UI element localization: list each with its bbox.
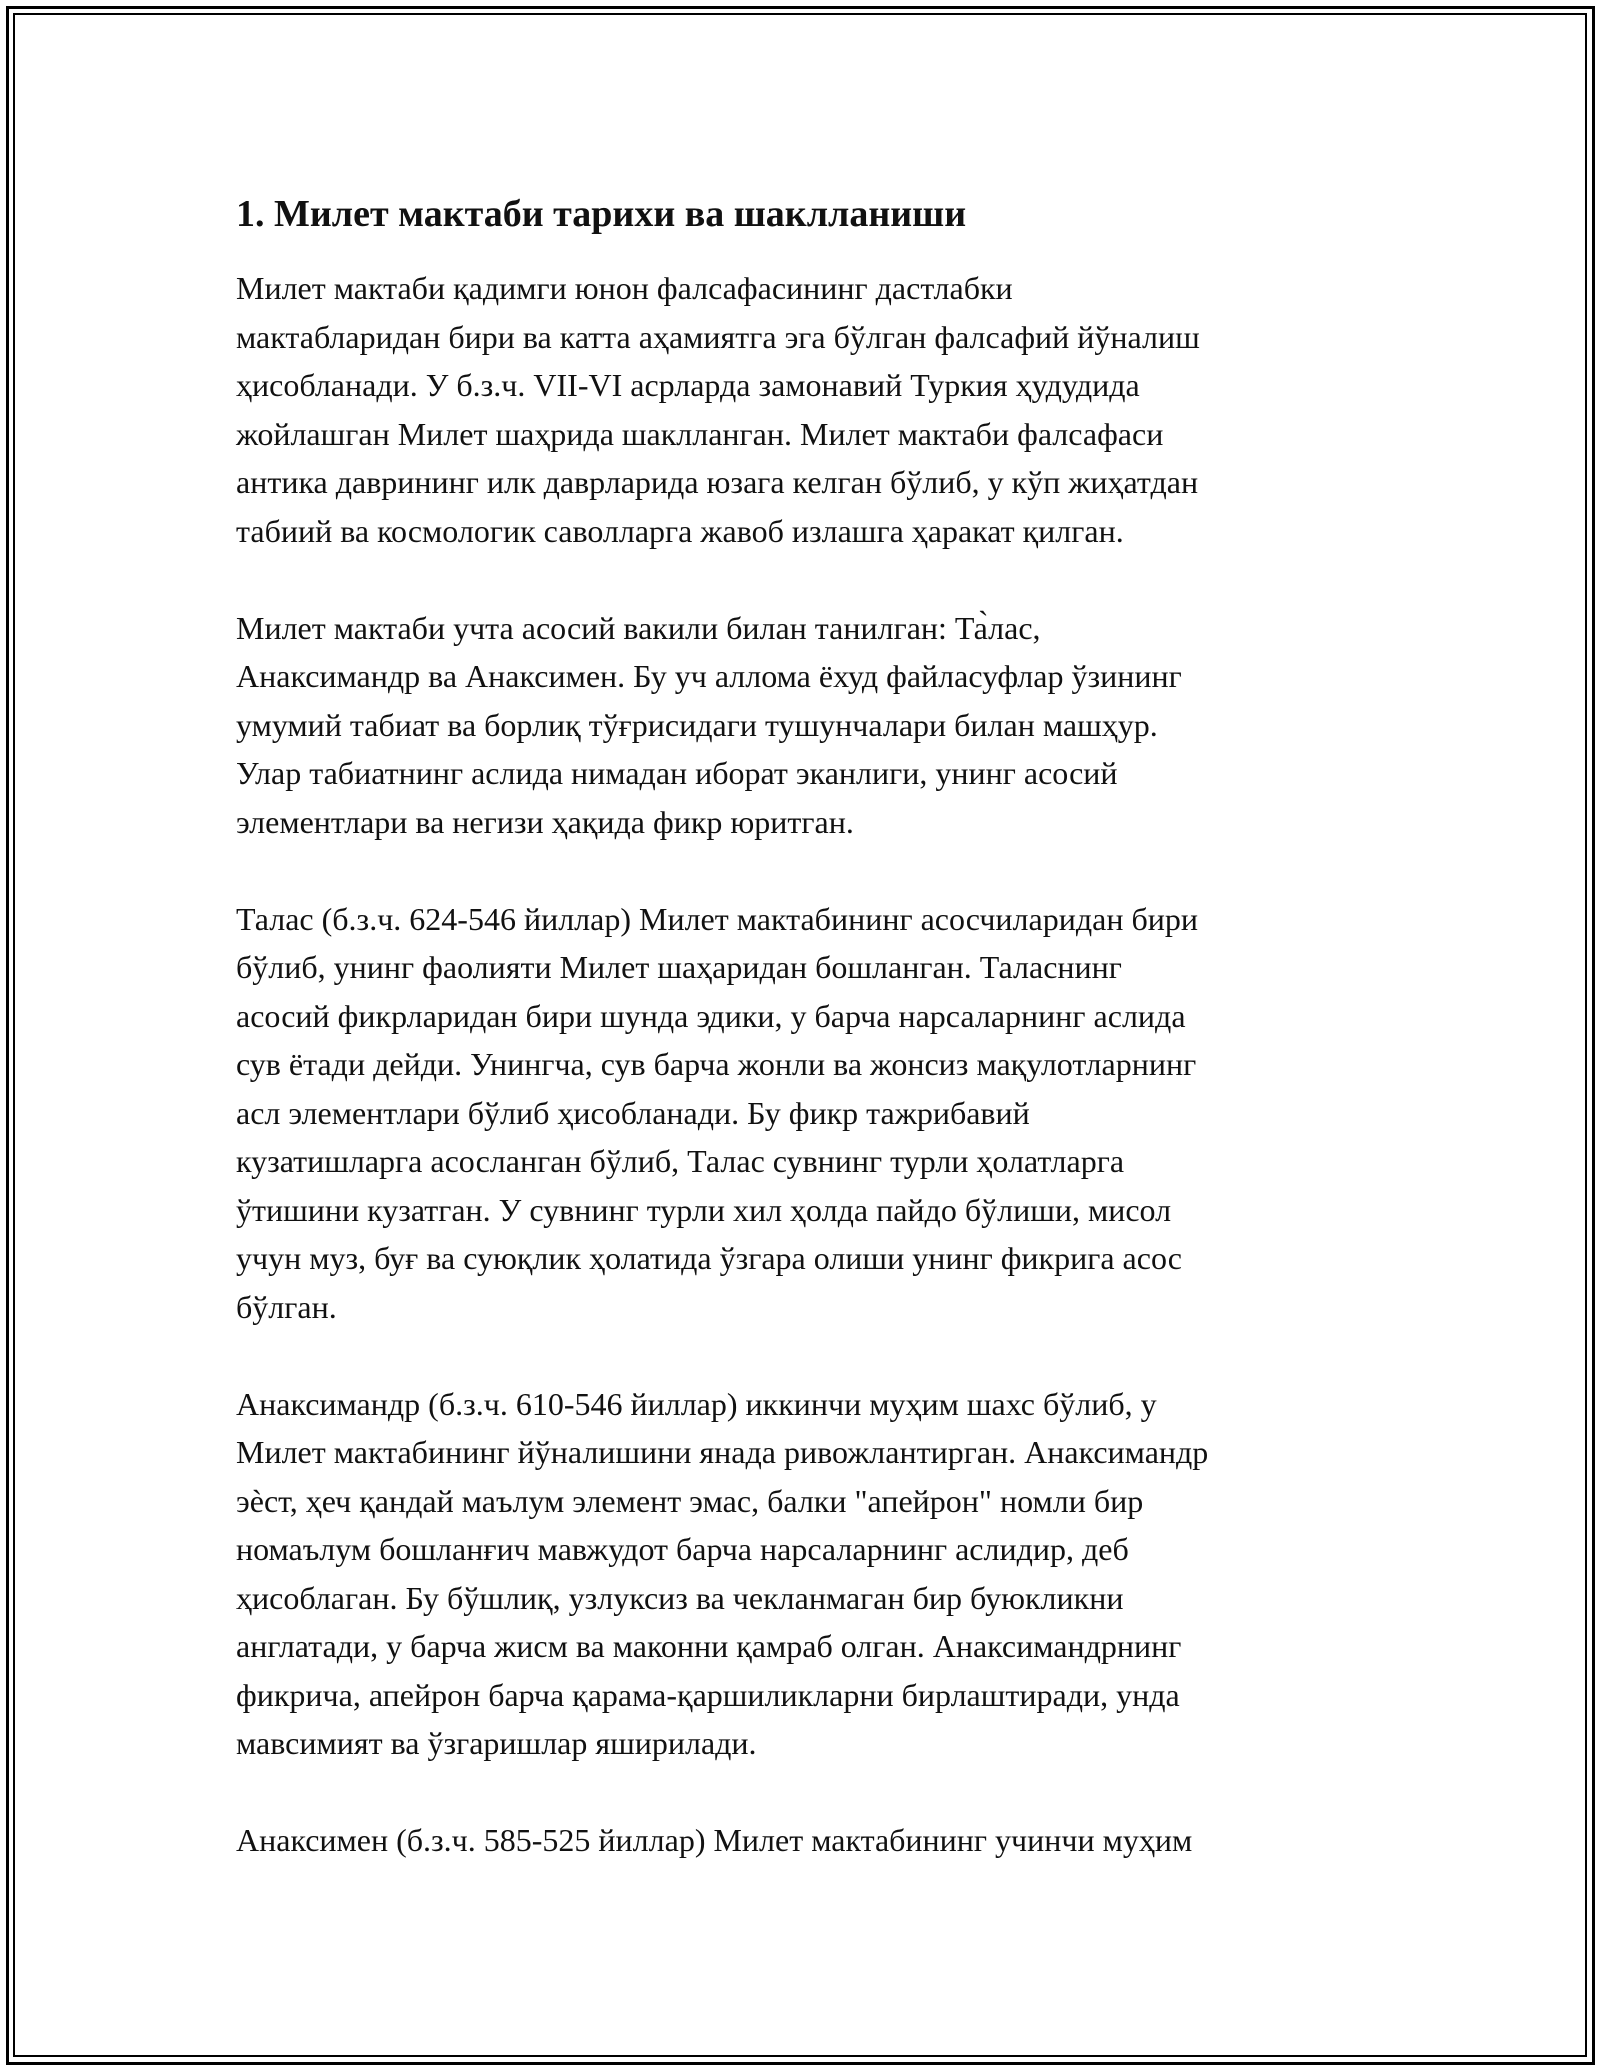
paragraph-anaximenes: Анаксимен (б.з.ч. 585-525 йиллар) Милет мактабининг учинчи муҳим (236, 1822, 1193, 1858)
section-heading: 1. Милет мактаби тарихи ва шаклланиши (236, 193, 967, 235)
paragraph-anaximander: Анаксимандр (б.з.ч. 610-546 йиллар) иккинчи муҳим шахс бўлиб, у Милет мактабининг йўналишини янада ривожлантирган. Анаксимандр эѐст, ҳеч қандай маълум элемент эмас, балки "апейрон" номли бир номаълум бошланғич мавжудот барча нарсаларнинг аслидир, деб ҳисоблаган. Бу бўшлиқ, узлуксиз ва чекланмаган бир буюкликни англатади, у барча жисм ва маконни қамраб олган. Анаксимандрнинг фикрича, апейрон барча қарама-қаршиликларни бирлаштиради, унда мавсимият ва ўзгаришлар яширилади. (236, 1385, 1209, 1761)
paragraph-representatives: Милет мактаби учта асосий вакили билан танилган: Та̀лас, Анаксимандр ва Анаксимен. Бу уч аллома ёхуд файласуфлар ўзининг умумий табиат ва борлиқ тўғрисидаги тушунчалари билан машҳур. Улар табиатнинг аслида нимадан иборат эканлиги, унинг асосий элементлари ва негизи ҳақида фикр юритган. (236, 609, 1182, 840)
paragraph-thales: Талас (б.з.ч. 624-546 йиллар) Милет мактабининг асосчиларидан бири бўлиб, унинг фаолияти Милет шаҳаридан бошланган. Таласнинг асосий фикрларидан бири шунда эдики, у барча нарсаларнинг аслида сув ётади дейди. Унингча, сув барча жонли ва жонсиз мақулотларнинг асл элементлари бўлиб ҳисобланади. Бу фикр тажрибавий кузатишларга асосланган бўлиб, Талас сувнинг турли ҳолатларга ўтишини кузатган. У сувнинг турли хил ҳолда пайдо бўлиши, мисол учун муз, буғ ва суюқлик ҳолатида ўзгара олиши унинг фикрига асос бўлган. (236, 900, 1198, 1325)
document-body (236, 186, 1366, 1913)
paragraph-intro: Милет мактаби қадимги юнон фалсафасининг дастлабки мактабларидан бири ва катта аҳамиятга эга бўлган фалсафий йўналиш ҳисобланади. У б.з.ч. VII-VI асрларда замонавий Туркия ҳудудида жойлашган Милет шаҳрида шаклланган. Милет мактаби фалсафаси антика даврининг илк даврларида юзага келган бўлиб, у кўп жиҳатдан табиий ва космологик саволларга жавоб излашга ҳаракат қилган. (236, 270, 1200, 549)
